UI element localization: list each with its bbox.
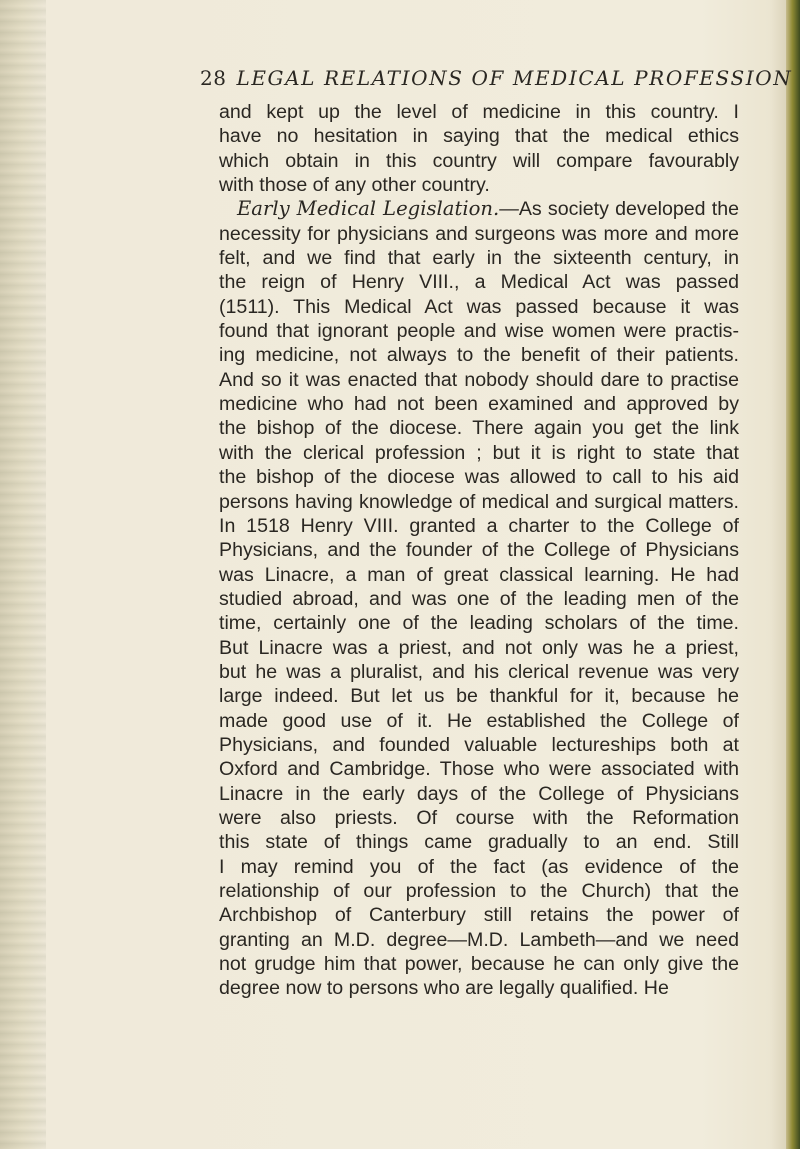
text-line: large indeed. But let us be thankful for it, because he bbox=[219, 685, 739, 708]
text-line: necessity for physicians and surgeons was more and more bbox=[219, 222, 739, 245]
text-line: (1511). This Medical Act was passed because it was bbox=[219, 295, 739, 318]
running-head bbox=[200, 66, 793, 90]
text-line: but he was a pluralist, and his clerical revenue was very bbox=[219, 660, 739, 683]
text-line: was Linacre, a man of great classical learning. He had bbox=[219, 563, 739, 586]
text-line: persons having knowledge of medical and surgical matters. bbox=[219, 490, 739, 513]
body-text bbox=[219, 100, 739, 1001]
text-line: Archbishop of Canterbury still retains the power of bbox=[219, 904, 739, 927]
text-line: not grudge him that power, because he can only give the bbox=[219, 953, 739, 976]
text-line: And so it was enacted that nobody should dare to practise bbox=[219, 368, 739, 391]
text-line: studied abroad, and was one of the leading men of the bbox=[219, 587, 739, 610]
text-line: this state of things came gradually to an end. Still bbox=[219, 831, 739, 854]
text-line: Physicians, and founded valuable lectureships both at bbox=[219, 733, 739, 756]
page-edge bbox=[786, 0, 800, 1149]
page-number: 28 bbox=[200, 66, 227, 90]
text-line: were also priests. Of course with the Reformation bbox=[219, 806, 739, 829]
text-line: made good use of it. He established the College of bbox=[219, 709, 739, 732]
text-line: which obtain in this country will compare favourably bbox=[219, 149, 739, 172]
text-line: Oxford and Cambridge. Those who were associated with bbox=[219, 758, 739, 781]
text-line: Physicians, and the founder of the College of Physicians bbox=[219, 539, 739, 562]
section-first-line bbox=[219, 197, 739, 221]
text-line: Linacre in the early days of the College of Physicians bbox=[219, 782, 739, 805]
text-line: medicine who had not been examined and approved by bbox=[219, 393, 739, 416]
text-line: I may remind you of the fact (as evidence of the bbox=[219, 855, 739, 878]
text-line: felt, and we find that early in the sixteenth century, in bbox=[219, 247, 739, 270]
page-gutter bbox=[0, 0, 46, 1149]
text-line: the reign of Henry VIII., a Medical Act was passed bbox=[219, 271, 739, 294]
text-line: and kept up the level of medicine in this country. I bbox=[219, 101, 739, 123]
text-line: time, certainly one of the leading scholars of the time. bbox=[219, 612, 739, 635]
text-line: found that ignorant people and wise women were practis- bbox=[219, 320, 739, 343]
section-heading: Early Medical Legislation. bbox=[237, 197, 500, 221]
text-line: the bishop of the diocese was allowed to call to his aid bbox=[219, 466, 739, 489]
text-line: ing medicine, not always to the benefit of their patients. bbox=[219, 344, 739, 367]
section-first-line-text: —As society developed the bbox=[499, 198, 739, 221]
running-head-title: LEGAL RELATIONS OF MEDICAL PROFESSION bbox=[236, 66, 793, 90]
text-line: granting an M.D. degree—M.D. Lambeth—and we need bbox=[219, 928, 739, 951]
text-line: with the clerical profession ; but it is right to state that bbox=[219, 441, 739, 464]
text-line: But Linacre was a priest, and not only was he a priest, bbox=[219, 636, 739, 659]
text-line: In 1518 Henry VIII. granted a charter to the College of bbox=[219, 514, 739, 537]
text-line: relationship of our profession to the Church) that the bbox=[219, 880, 739, 902]
text-line: with those of any other country. bbox=[219, 174, 490, 197]
text-line: the bishop of the diocese. There again you get the link bbox=[219, 417, 739, 440]
text-line: have no hesitation in saying that the medical ethics bbox=[219, 125, 739, 148]
text-line: degree now to persons who are legally qualified. He bbox=[219, 977, 669, 1000]
